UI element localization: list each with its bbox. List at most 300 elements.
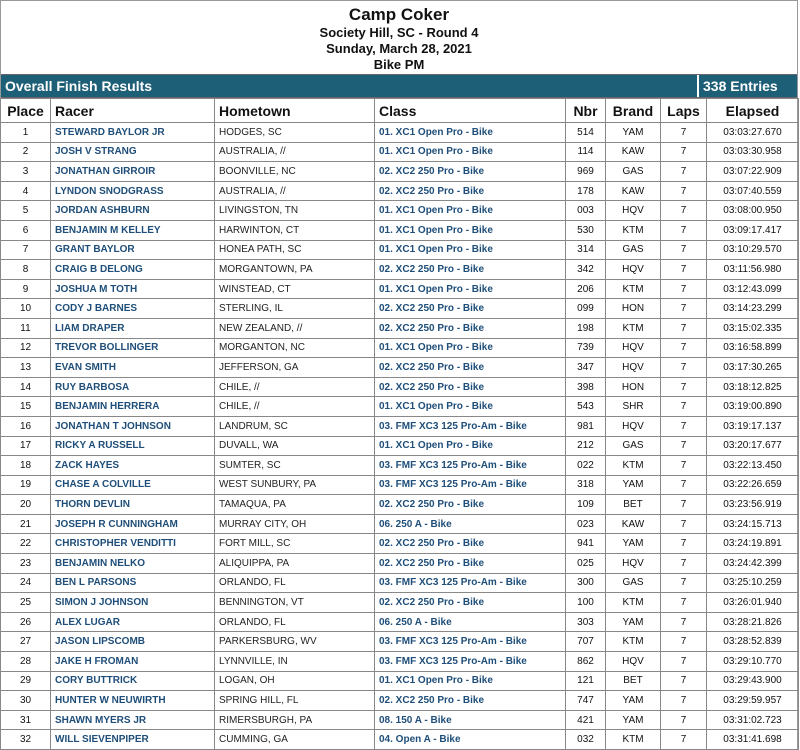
class-cell[interactable]: 03. FMF XC3 125 Pro-Am - Bike xyxy=(375,573,566,593)
class-cell[interactable]: 03. FMF XC3 125 Pro-Am - Bike xyxy=(375,416,566,436)
table-row xyxy=(1,514,799,534)
brand-cell: KTM xyxy=(606,220,661,240)
place-cell: 3 xyxy=(1,162,51,182)
racer-cell[interactable]: SHAWN MYERS JR xyxy=(51,710,215,730)
place-cell: 5 xyxy=(1,201,51,221)
table-row xyxy=(1,573,799,593)
table-row xyxy=(1,436,799,456)
col-header-elapsed[interactable]: Elapsed xyxy=(707,99,799,123)
class-cell[interactable]: 01. XC1 Open Pro - Bike xyxy=(375,397,566,417)
hometown-cell: ALIQUIPPA, PA xyxy=(215,554,375,574)
elapsed-cell: 03:28:21.826 xyxy=(707,612,799,632)
hometown-cell: LIVINGSTON, TN xyxy=(215,201,375,221)
location-round: Society Hill, SC - Round 4 xyxy=(319,25,479,40)
table-row xyxy=(1,534,799,554)
nbr-cell: 178 xyxy=(566,181,606,201)
brand-cell: YAM xyxy=(606,123,661,143)
hometown-cell: AUSTRALIA, // xyxy=(215,181,375,201)
laps-cell: 7 xyxy=(661,299,707,319)
table-row xyxy=(1,201,799,221)
hometown-cell: WEST SUNBURY, PA xyxy=(215,475,375,495)
nbr-cell: 099 xyxy=(566,299,606,319)
nbr-cell: 109 xyxy=(566,495,606,515)
place-cell: 16 xyxy=(1,416,51,436)
nbr-cell: 025 xyxy=(566,554,606,574)
table-row xyxy=(1,338,799,358)
racer-cell[interactable]: BENJAMIN NELKO xyxy=(51,554,215,574)
elapsed-cell: 03:11:56.980 xyxy=(707,260,799,280)
event-date: Sunday, March 28, 2021 xyxy=(326,41,472,56)
racer-cell[interactable]: SIMON J JOHNSON xyxy=(51,593,215,613)
racer-cell[interactable]: CORY BUTTRICK xyxy=(51,671,215,691)
table-row xyxy=(1,220,799,240)
place-cell: 19 xyxy=(1,475,51,495)
racer-cell[interactable]: ALEX LUGAR xyxy=(51,612,215,632)
hometown-cell: WINSTEAD, CT xyxy=(215,279,375,299)
class-cell[interactable]: 02. XC2 250 Pro - Bike xyxy=(375,299,566,319)
hometown-cell: JEFFERSON, GA xyxy=(215,358,375,378)
class-cell[interactable]: 01. XC1 Open Pro - Bike xyxy=(375,201,566,221)
class-cell[interactable]: 02. XC2 250 Pro - Bike xyxy=(375,691,566,711)
hometown-cell: FORT MILL, SC xyxy=(215,534,375,554)
class-cell[interactable]: 02. XC2 250 Pro - Bike xyxy=(375,162,566,182)
place-cell: 24 xyxy=(1,573,51,593)
racer-cell[interactable]: JASON LIPSCOMB xyxy=(51,632,215,652)
nbr-cell: 100 xyxy=(566,593,606,613)
laps-cell: 7 xyxy=(661,436,707,456)
racer-cell[interactable]: WILL SIEVENPIPER xyxy=(51,730,215,750)
elapsed-cell: 03:03:27.670 xyxy=(707,123,799,143)
laps-cell: 7 xyxy=(661,730,707,750)
place-cell: 8 xyxy=(1,260,51,280)
racer-cell[interactable]: BENJAMIN HERRERA xyxy=(51,397,215,417)
table-row xyxy=(1,612,799,632)
elapsed-cell: 03:14:23.299 xyxy=(707,299,799,319)
class-cell[interactable]: 02. XC2 250 Pro - Bike xyxy=(375,534,566,554)
brand-cell: HQV xyxy=(606,201,661,221)
racer-cell[interactable]: BEN L PARSONS xyxy=(51,573,215,593)
nbr-cell: 022 xyxy=(566,456,606,476)
hometown-cell: MURRAY CITY, OH xyxy=(215,514,375,534)
brand-cell: GAS xyxy=(606,162,661,182)
table-row xyxy=(1,358,799,378)
brand-cell: HQV xyxy=(606,338,661,358)
place-cell: 23 xyxy=(1,554,51,574)
class-cell[interactable]: 01. XC1 Open Pro - Bike xyxy=(375,671,566,691)
elapsed-cell: 03:24:42.399 xyxy=(707,554,799,574)
class-cell[interactable]: 01. XC1 Open Pro - Bike xyxy=(375,436,566,456)
laps-cell: 7 xyxy=(661,514,707,534)
brand-cell: HQV xyxy=(606,416,661,436)
nbr-cell: 747 xyxy=(566,691,606,711)
racer-cell[interactable]: CHASE A COLVILLE xyxy=(51,475,215,495)
nbr-cell: 543 xyxy=(566,397,606,417)
table-row xyxy=(1,377,799,397)
nbr-cell: 342 xyxy=(566,260,606,280)
elapsed-cell: 03:22:26.659 xyxy=(707,475,799,495)
col-header-laps[interactable]: Laps xyxy=(661,99,707,123)
hometown-cell: MORGANTOWN, PA xyxy=(215,260,375,280)
nbr-cell: 318 xyxy=(566,475,606,495)
laps-cell: 7 xyxy=(661,260,707,280)
table-row xyxy=(1,299,799,319)
table-row xyxy=(1,260,799,280)
hometown-cell: ORLANDO, FL xyxy=(215,573,375,593)
elapsed-cell: 03:26:01.940 xyxy=(707,593,799,613)
table-row xyxy=(1,318,799,338)
class-cell[interactable]: 02. XC2 250 Pro - Bike xyxy=(375,593,566,613)
elapsed-cell: 03:09:17.417 xyxy=(707,220,799,240)
hometown-cell: SUMTER, SC xyxy=(215,456,375,476)
event-header xyxy=(1,1,797,74)
col-header-hometown[interactable]: Hometown xyxy=(215,99,375,123)
elapsed-cell: 03:19:17.137 xyxy=(707,416,799,436)
col-header-class[interactable]: Class xyxy=(375,99,566,123)
session-name: Bike PM xyxy=(373,57,425,72)
hometown-cell: ORLANDO, FL xyxy=(215,612,375,632)
entries-count: 338 Entries xyxy=(697,75,797,97)
class-cell[interactable]: 01. XC1 Open Pro - Bike xyxy=(375,240,566,260)
place-cell: 11 xyxy=(1,318,51,338)
laps-cell: 7 xyxy=(661,554,707,574)
brand-cell: HON xyxy=(606,299,661,319)
laps-cell: 7 xyxy=(661,671,707,691)
racer-cell[interactable]: LYNDON SNODGRASS xyxy=(51,181,215,201)
brand-cell: KTM xyxy=(606,632,661,652)
venue-title: Camp Coker xyxy=(348,5,450,24)
brand-cell: HON xyxy=(606,377,661,397)
place-cell: 29 xyxy=(1,671,51,691)
results-body xyxy=(1,123,799,750)
laps-cell: 7 xyxy=(661,475,707,495)
racer-cell[interactable]: RICKY A RUSSELL xyxy=(51,436,215,456)
nbr-cell: 514 xyxy=(566,123,606,143)
elapsed-cell: 03:17:30.265 xyxy=(707,358,799,378)
place-cell: 28 xyxy=(1,652,51,672)
racer-cell[interactable]: ZACK HAYES xyxy=(51,456,215,476)
laps-cell: 7 xyxy=(661,142,707,162)
elapsed-cell: 03:24:19.891 xyxy=(707,534,799,554)
brand-cell: GAS xyxy=(606,436,661,456)
racer-cell[interactable]: JONATHAN GIRROIR xyxy=(51,162,215,182)
racer-cell[interactable]: JORDAN ASHBURN xyxy=(51,201,215,221)
elapsed-cell: 03:24:15.713 xyxy=(707,514,799,534)
table-row xyxy=(1,475,799,495)
table-row xyxy=(1,652,799,672)
racer-cell[interactable]: JONATHAN T JOHNSON xyxy=(51,416,215,436)
brand-cell: BET xyxy=(606,671,661,691)
table-row xyxy=(1,181,799,201)
col-header-place[interactable]: Place xyxy=(1,99,51,123)
table-row xyxy=(1,671,799,691)
racer-cell[interactable]: JOSH V STRANG xyxy=(51,142,215,162)
class-cell[interactable]: 06. 250 A - Bike xyxy=(375,514,566,534)
class-cell[interactable]: 06. 250 A - Bike xyxy=(375,612,566,632)
place-cell: 27 xyxy=(1,632,51,652)
nbr-cell: 121 xyxy=(566,671,606,691)
laps-cell: 7 xyxy=(661,593,707,613)
place-cell: 21 xyxy=(1,514,51,534)
elapsed-cell: 03:22:13.450 xyxy=(707,456,799,476)
nbr-cell: 003 xyxy=(566,201,606,221)
laps-cell: 7 xyxy=(661,632,707,652)
nbr-cell: 198 xyxy=(566,318,606,338)
nbr-cell: 941 xyxy=(566,534,606,554)
table-row xyxy=(1,710,799,730)
racer-cell[interactable]: GRANT BAYLOR xyxy=(51,240,215,260)
brand-cell: BET xyxy=(606,495,661,515)
place-cell: 9 xyxy=(1,279,51,299)
racer-cell[interactable]: JOSHUA M TOTH xyxy=(51,279,215,299)
class-cell[interactable]: 01. XC1 Open Pro - Bike xyxy=(375,220,566,240)
laps-cell: 7 xyxy=(661,612,707,632)
table-row xyxy=(1,593,799,613)
place-cell: 12 xyxy=(1,338,51,358)
place-cell: 10 xyxy=(1,299,51,319)
nbr-cell: 032 xyxy=(566,730,606,750)
class-cell[interactable]: 02. XC2 250 Pro - Bike xyxy=(375,554,566,574)
class-cell[interactable]: 02. XC2 250 Pro - Bike xyxy=(375,358,566,378)
hometown-cell: AUSTRALIA, // xyxy=(215,142,375,162)
hometown-cell: CHILE, // xyxy=(215,377,375,397)
place-cell: 18 xyxy=(1,456,51,476)
class-cell[interactable]: 02. XC2 250 Pro - Bike xyxy=(375,260,566,280)
brand-cell: KTM xyxy=(606,318,661,338)
brand-cell: GAS xyxy=(606,573,661,593)
class-cell[interactable]: 01. XC1 Open Pro - Bike xyxy=(375,279,566,299)
brand-cell: YAM xyxy=(606,534,661,554)
table-row xyxy=(1,397,799,417)
col-header-brand[interactable]: Brand xyxy=(606,99,661,123)
place-cell: 4 xyxy=(1,181,51,201)
place-cell: 14 xyxy=(1,377,51,397)
hometown-cell: STERLING, IL xyxy=(215,299,375,319)
place-cell: 26 xyxy=(1,612,51,632)
brand-cell: HQV xyxy=(606,358,661,378)
table-row xyxy=(1,279,799,299)
laps-cell: 7 xyxy=(661,397,707,417)
class-cell[interactable]: 02. XC2 250 Pro - Bike xyxy=(375,495,566,515)
brand-cell: YAM xyxy=(606,691,661,711)
class-cell[interactable]: 01. XC1 Open Pro - Bike xyxy=(375,123,566,143)
elapsed-cell: 03:29:43.900 xyxy=(707,671,799,691)
table-row xyxy=(1,416,799,436)
nbr-cell: 347 xyxy=(566,358,606,378)
class-cell[interactable]: 04. Open A - Bike xyxy=(375,730,566,750)
elapsed-cell: 03:29:10.770 xyxy=(707,652,799,672)
class-cell[interactable]: 02. XC2 250 Pro - Bike xyxy=(375,181,566,201)
hometown-cell: SPRING HILL, FL xyxy=(215,691,375,711)
brand-cell: SHR xyxy=(606,397,661,417)
table-row xyxy=(1,142,799,162)
place-cell: 2 xyxy=(1,142,51,162)
brand-cell: YAM xyxy=(606,710,661,730)
laps-cell: 7 xyxy=(661,652,707,672)
brand-cell: KTM xyxy=(606,456,661,476)
brand-cell: YAM xyxy=(606,475,661,495)
hometown-cell: PARKERSBURG, WV xyxy=(215,632,375,652)
elapsed-cell: 03:19:00.890 xyxy=(707,397,799,417)
brand-cell: KTM xyxy=(606,593,661,613)
col-header-racer[interactable]: Racer xyxy=(51,99,215,123)
elapsed-cell: 03:12:43.099 xyxy=(707,279,799,299)
laps-cell: 7 xyxy=(661,201,707,221)
class-cell[interactable]: 01. XC1 Open Pro - Bike xyxy=(375,338,566,358)
hometown-cell: HONEA PATH, SC xyxy=(215,240,375,260)
nbr-cell: 862 xyxy=(566,652,606,672)
hometown-cell: BENNINGTON, VT xyxy=(215,593,375,613)
hometown-cell: LANDRUM, SC xyxy=(215,416,375,436)
laps-cell: 7 xyxy=(661,456,707,476)
brand-cell: HQV xyxy=(606,260,661,280)
racer-cell[interactable]: RUY BARBOSA xyxy=(51,377,215,397)
elapsed-cell: 03:23:56.919 xyxy=(707,495,799,515)
table-header-row xyxy=(1,99,799,123)
results-title-bar xyxy=(1,74,797,98)
racer-cell[interactable]: CHRISTOPHER VENDITTI xyxy=(51,534,215,554)
place-cell: 7 xyxy=(1,240,51,260)
place-cell: 6 xyxy=(1,220,51,240)
racer-cell[interactable]: BENJAMIN M KELLEY xyxy=(51,220,215,240)
racer-cell[interactable]: JOSEPH R CUNNINGHAM xyxy=(51,514,215,534)
hometown-cell: CUMMING, GA xyxy=(215,730,375,750)
elapsed-cell: 03:03:30.958 xyxy=(707,142,799,162)
place-cell: 25 xyxy=(1,593,51,613)
nbr-cell: 739 xyxy=(566,338,606,358)
hometown-cell: HODGES, SC xyxy=(215,123,375,143)
table-row xyxy=(1,123,799,143)
nbr-cell: 212 xyxy=(566,436,606,456)
elapsed-cell: 03:25:10.259 xyxy=(707,573,799,593)
class-cell[interactable]: 03. FMF XC3 125 Pro-Am - Bike xyxy=(375,475,566,495)
class-cell[interactable]: 01. XC1 Open Pro - Bike xyxy=(375,142,566,162)
elapsed-cell: 03:18:12.825 xyxy=(707,377,799,397)
place-cell: 20 xyxy=(1,495,51,515)
laps-cell: 7 xyxy=(661,181,707,201)
hometown-cell: HARWINTON, CT xyxy=(215,220,375,240)
class-cell[interactable]: 08. 150 A - Bike xyxy=(375,710,566,730)
racer-cell[interactable]: THORN DEVLIN xyxy=(51,495,215,515)
nbr-cell: 023 xyxy=(566,514,606,534)
laps-cell: 7 xyxy=(661,710,707,730)
table-row xyxy=(1,554,799,574)
racer-cell[interactable]: CRAIG B DELONG xyxy=(51,260,215,280)
nbr-cell: 530 xyxy=(566,220,606,240)
nbr-cell: 114 xyxy=(566,142,606,162)
place-cell: 30 xyxy=(1,691,51,711)
place-cell: 15 xyxy=(1,397,51,417)
hometown-cell: LOGAN, OH xyxy=(215,671,375,691)
class-cell[interactable]: 02. XC2 250 Pro - Bike xyxy=(375,318,566,338)
class-cell[interactable]: 02. XC2 250 Pro - Bike xyxy=(375,377,566,397)
brand-cell: KAW xyxy=(606,181,661,201)
class-cell[interactable]: 03. FMF XC3 125 Pro-Am - Bike xyxy=(375,456,566,476)
laps-cell: 7 xyxy=(661,416,707,436)
table-row xyxy=(1,162,799,182)
hometown-cell: LYNNVILLE, IN xyxy=(215,652,375,672)
elapsed-cell: 03:16:58.899 xyxy=(707,338,799,358)
place-cell: 31 xyxy=(1,710,51,730)
brand-cell: YAM xyxy=(606,612,661,632)
laps-cell: 7 xyxy=(661,338,707,358)
table-row xyxy=(1,495,799,515)
brand-cell: KAW xyxy=(606,142,661,162)
brand-cell: GAS xyxy=(606,240,661,260)
nbr-cell: 981 xyxy=(566,416,606,436)
place-cell: 13 xyxy=(1,358,51,378)
table-row xyxy=(1,730,799,750)
elapsed-cell: 03:07:40.559 xyxy=(707,181,799,201)
laps-cell: 7 xyxy=(661,123,707,143)
nbr-cell: 707 xyxy=(566,632,606,652)
elapsed-cell: 03:28:52.839 xyxy=(707,632,799,652)
table-row xyxy=(1,632,799,652)
hometown-cell: BOONVILLE, NC xyxy=(215,162,375,182)
brand-cell: KTM xyxy=(606,279,661,299)
brand-cell: KTM xyxy=(606,730,661,750)
laps-cell: 7 xyxy=(661,279,707,299)
racer-cell[interactable]: JAKE H FROMAN xyxy=(51,652,215,672)
brand-cell: HQV xyxy=(606,554,661,574)
table-row xyxy=(1,456,799,476)
results-title: Overall Finish Results xyxy=(5,78,153,94)
place-cell: 17 xyxy=(1,436,51,456)
nbr-cell: 303 xyxy=(566,612,606,632)
laps-cell: 7 xyxy=(661,691,707,711)
laps-cell: 7 xyxy=(661,495,707,515)
elapsed-cell: 03:31:41.698 xyxy=(707,730,799,750)
nbr-cell: 398 xyxy=(566,377,606,397)
class-cell[interactable]: 03. FMF XC3 125 Pro-Am - Bike xyxy=(375,652,566,672)
brand-cell: KAW xyxy=(606,514,661,534)
racer-cell[interactable]: HUNTER W NEUWIRTH xyxy=(51,691,215,711)
racer-cell[interactable]: STEWARD BAYLOR JR xyxy=(51,123,215,143)
racer-cell[interactable]: CODY J BARNES xyxy=(51,299,215,319)
nbr-cell: 206 xyxy=(566,279,606,299)
elapsed-cell: 03:08:00.950 xyxy=(707,201,799,221)
laps-cell: 7 xyxy=(661,220,707,240)
hometown-cell: RIMERSBURGH, PA xyxy=(215,710,375,730)
laps-cell: 7 xyxy=(661,534,707,554)
elapsed-cell: 03:10:29.570 xyxy=(707,240,799,260)
nbr-cell: 421 xyxy=(566,710,606,730)
elapsed-cell: 03:20:17.677 xyxy=(707,436,799,456)
laps-cell: 7 xyxy=(661,377,707,397)
racer-cell[interactable]: LIAM DRAPER xyxy=(51,318,215,338)
hometown-cell: DUVALL, WA xyxy=(215,436,375,456)
racer-cell[interactable]: EVAN SMITH xyxy=(51,358,215,378)
nbr-cell: 969 xyxy=(566,162,606,182)
elapsed-cell: 03:29:59.957 xyxy=(707,691,799,711)
col-header-nbr[interactable]: Nbr xyxy=(566,99,606,123)
brand-cell: HQV xyxy=(606,652,661,672)
results-table xyxy=(0,98,799,750)
class-cell[interactable]: 03. FMF XC3 125 Pro-Am - Bike xyxy=(375,632,566,652)
place-cell: 22 xyxy=(1,534,51,554)
laps-cell: 7 xyxy=(661,358,707,378)
hometown-cell: NEW ZEALAND, // xyxy=(215,318,375,338)
racer-cell[interactable]: TREVOR BOLLINGER xyxy=(51,338,215,358)
elapsed-cell: 03:31:02.723 xyxy=(707,710,799,730)
elapsed-cell: 03:15:02.335 xyxy=(707,318,799,338)
place-cell: 32 xyxy=(1,730,51,750)
table-row xyxy=(1,240,799,260)
hometown-cell: MORGANTON, NC xyxy=(215,338,375,358)
elapsed-cell: 03:07:22.909 xyxy=(707,162,799,182)
laps-cell: 7 xyxy=(661,318,707,338)
hometown-cell: CHILE, // xyxy=(215,397,375,417)
nbr-cell: 300 xyxy=(566,573,606,593)
